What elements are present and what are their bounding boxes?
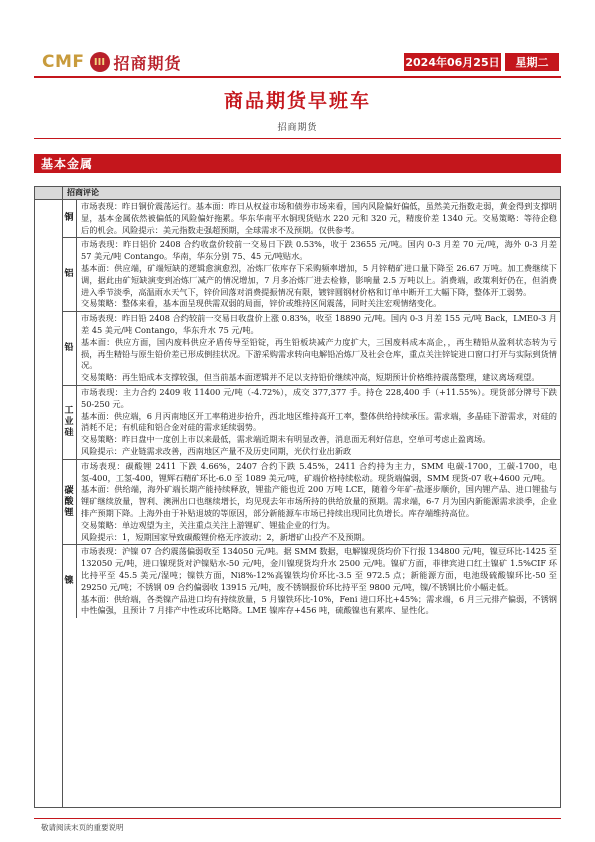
commentary-paragraph: 基本面：供给端，海外矿端长期产能持续释放，锂盐产能也近 200 万吨 LCE，随着今年矿-盐逐步顺价，国内锂产品、进口锂盐与锂矿继续放量，智利、澳洲出口也继续增长，均见现去年市场所持的供给放量的预期。需求端，6-7 月为国内新能源需求淡季，企业排产预期下降。上海外由于补贴退坡的等原因，部分新能源车市场已持续出现同比负增长。库存端维持高位。: [81, 484, 557, 518]
comment-header: 招商评论: [62, 186, 561, 200]
commentary-paragraph: 市场表现：昨日铝价 2408 合约收盘价较前一交易日下跌 0.53%，收于 23655 元/吨。国内 0-3 月差 70 元/吨，海外 0-3 月差 57 美元/吨 Contango。华南，华东分别 75、45 元/吨贴水。: [81, 239, 557, 262]
commodity-label: [62, 545, 77, 618]
logo-latin: CMF: [42, 52, 85, 72]
footer-divider: [34, 818, 561, 819]
commentary-paragraph: 市场表现：主力合约 2409 收 11400 元/吨（-4.72%），成交 377,377 手。持仓 228,400 手（+11.55%）。现货部分牌号下跌 50-250 元。: [81, 386, 557, 409]
commentary-paragraph: 基本面：供应端，6 月丙南地区开工率稍进步抬升，西北地区维持高开工率，整体供给持续承压。需求端，多晶硅下游需求，对硅的消耗不足；有机硅和铝合金对硅的需求延续弱势。: [81, 410, 557, 433]
commodity-label: [62, 386, 77, 459]
commodity-label: [62, 312, 77, 385]
comment-rows: [62, 200, 561, 618]
table-row: [62, 238, 561, 312]
table-left-margin: [34, 186, 62, 808]
table-row: [62, 312, 561, 386]
commodity-name: 铜: [64, 213, 74, 224]
commodity-commentary: [77, 238, 561, 311]
commentary-paragraph: 基本面：供给端，各类镍产品进口均有持续放量，5 月镍铁环比-10%，Feni 进口环比+45%；需求端，6 月三元排产偏弱，不锈钢中性偏强，且预计 7 月排产中性或环比略降。LME 镍库存+456 吨，硫酸镍也有累库、显性化。: [81, 593, 557, 616]
commentary-paragraph: 风险提示：产业链需求改善，西南地区产量不及历史同期，光伏行业出新政: [81, 445, 352, 456]
commodity-name: 镍: [64, 576, 74, 587]
commodity-label: [62, 200, 77, 237]
report-weekday: 星期二: [505, 53, 559, 71]
footer-note: 敬请阅读末页的重要说明: [41, 823, 124, 832]
commodity-name: 铝: [64, 269, 74, 280]
logo-mark-icon: III: [90, 52, 110, 72]
page-header: [0, 0, 595, 80]
commentary-paragraph: 交易策略：整体来看，基本面呈现供需双弱的局面，锌价或维持区间震荡，同时关注宏观情绪变化。: [81, 298, 442, 309]
commentary-paragraph: 市场表现：昨日铅 2408 合约较前一交易日收盘价上涨 0.83%，收至 18890 元/吨。国内 0-3 月差 155 元/吨 Back，LME0-3 月差 45 美元/吨 Contango，华东升水 75 元/吨。: [81, 313, 557, 335]
commodity-name: 碳酸锂: [64, 485, 74, 518]
commodity-label: [62, 460, 77, 545]
commentary-paragraph: 市场表现：碳酸锂 2411 下跌 4.66%，2407 合约下跌 5.45%，2411 合约持为主力，SMM 电碳-1700，工碳-1700，电氢-400，工氢-400，锂辉石精矿环比-6.0 至 1089 美元/吨，矿端价格持续松动。现货端偏弱，SMM 现货-07 收+4600 元/吨。: [81, 460, 557, 483]
table-row: [62, 545, 561, 618]
commodity-name: 铅: [64, 343, 74, 354]
header-divider: [34, 76, 561, 78]
logo-chinese: 招商期货: [113, 53, 182, 73]
commodity-commentary: [77, 545, 561, 618]
table-row: [62, 460, 561, 546]
commodity-commentary: [77, 312, 561, 385]
page-title: 商品期货早班车: [223, 90, 371, 112]
commentary-paragraph: 基本面：供应端，矿端短缺的逻辑愈演愈烈，冶炼厂依库存下采购频率增加，5 月锌精矿进口量下降至 26.67 万吨。加工费继续下调，据此由矿短缺演变到冶炼厂减产的情况增加，7 月多冶炼厂进去检修，影响量 2.5 万吨以上。消费端，政策利好仍在，但消费进入季节淡季，高温雨水天气下，锌价回落对消费提振情况有限，镀锌圆钢材价格和订单中断开工大幅下降，整体开工弱势。: [81, 262, 557, 297]
table-row: [62, 200, 561, 238]
page-subtitle: 招商期货: [277, 123, 318, 133]
commodity-commentary: [77, 200, 561, 237]
title-divider: [34, 138, 561, 139]
commentary-paragraph: 市场表现：沪镍 07 合约震荡偏弱收至 134050 元/吨。据 SMM 数据，电解镍现货均价下行报 134800 元/吨，镍豆环比-1425 至 132050 元/吨，进口镍现货对沪镍贴水-50 元/吨，金川镍现货均升水 2500 元/吨。镍矿方面，菲律宾进口红土镍矿 1.5%CIF 环比持平至 45.5 美元/湿吨；镍铁方面，Ni8%-12%高镍铁均价环比-3.5 至 972.5 点；新能源方面，电池级硫酸镍环比-50 至 29250 元/吨；不锈钢 09 合约偏弱收 13915 元/吨，废不锈钢报价环比持平至 9800 元/吨，镍/不锈钢比价小幅走低。: [81, 546, 557, 592]
commentary-paragraph: 基本面：供应方面，国内废料供应矛盾传导至铅锭，再生铅板块减产力度扩大，三国废料成本高企，，再生精铅从盈利状态转为亏损，再生精铅与原生铅价差已形成倒挂状况。下游采购需求转向电解铅冶炼厂及社会仓库，重点关注锌锭进口窗口打开与实际到货情况。: [81, 336, 557, 371]
commentary-paragraph: 市场表现：昨日铜价震荡运行。基本面：昨日从权益市场和债券市场来看，国内风险偏好偏低，虽然美元指数走弱，黄金得到支撑明显，基本金属依然被偏低的风险偏好拖累。华东华南平水铜现货贴水 220 元和 320 元，精废价差 1340 元。交易策略：等待企稳后的机会。风险提示：美元指数走强超预期，全球需求不及预期。仅供参考。: [81, 201, 557, 235]
table-row: [62, 386, 561, 460]
report-date: 2024年06月25日: [404, 53, 501, 71]
commodity-commentary: [77, 386, 561, 459]
commentary-paragraph: 交易策略：昨日盘中一度创上市以来最低，需求端近期未有明显改善，消息面无利好信息，空单可考虑止盈离场。: [81, 434, 491, 445]
commentary-paragraph: 交易策略：单边观望为主，关注重点关注上游锂矿、锂盐企业的行为。: [81, 519, 335, 530]
commentary-paragraph: 交易策略：再生铅成本支撑较强，但当前基本面逻辑并不足以支持铅价继续冲高，短期预计价格维持震荡整理，建议离场观望。: [81, 372, 540, 383]
company-logo: [42, 50, 182, 74]
commodity-label: [62, 238, 77, 311]
commodity-name: 工业硅: [64, 405, 74, 438]
commodity-commentary: [77, 460, 561, 545]
commentary-paragraph: 风险提示：1，短期国家导致碳酸锂价格无序波动；2，新增矿山投产不及预期。: [81, 531, 370, 542]
section-bar: [34, 154, 561, 173]
section-title: 基本金属: [41, 157, 94, 171]
